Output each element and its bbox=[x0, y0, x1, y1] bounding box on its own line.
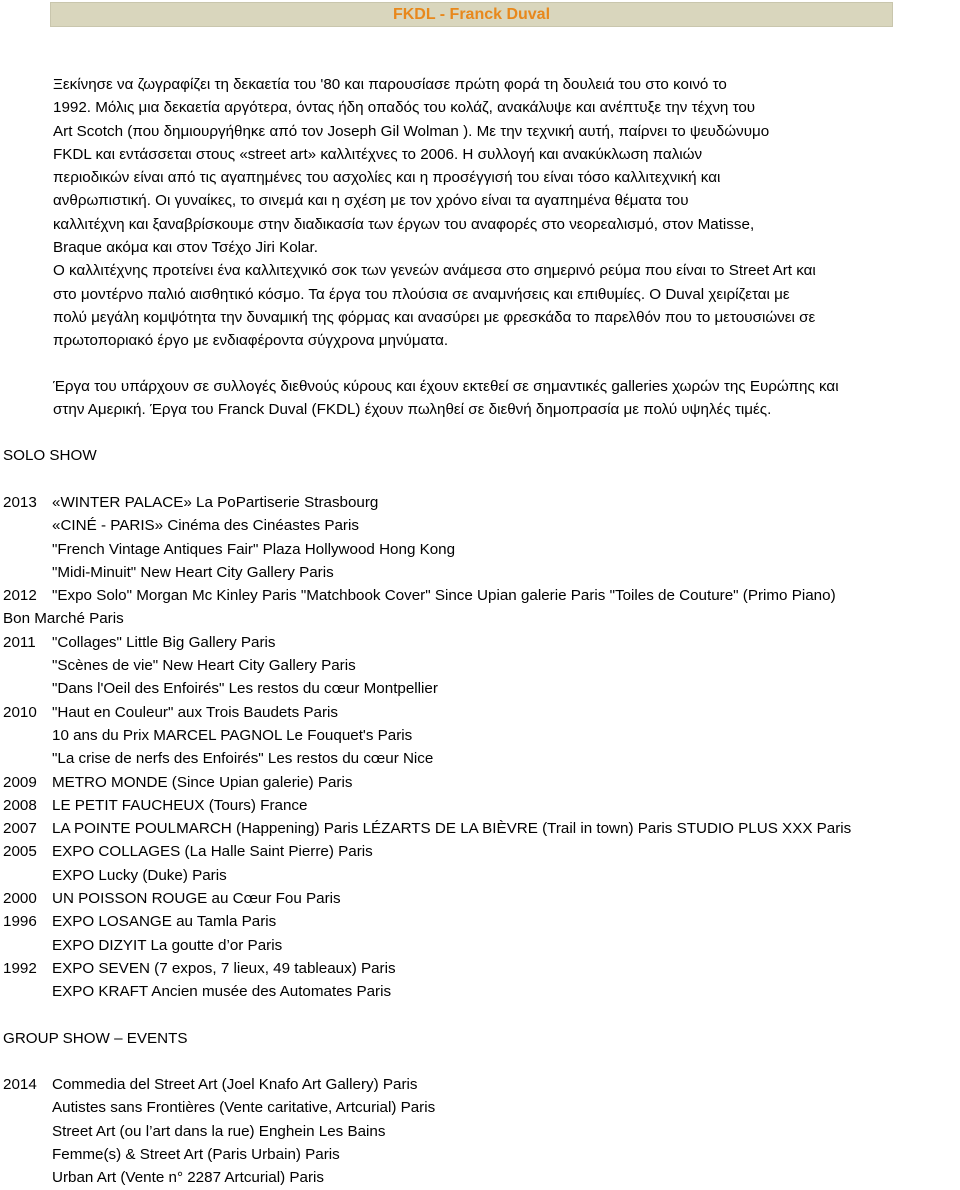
exhibition-text: UN POISSON ROUGE au Cœur Fou Paris bbox=[52, 890, 341, 908]
exhibition-year bbox=[3, 980, 52, 1003]
exhibition-year bbox=[3, 1096, 52, 1119]
bio-line: καλλιτέχνη και ξαναβρίσκουμε στην διαδικασία των έργων του αναφορές στο νεορεαλισμό, στον Matisse, bbox=[53, 215, 755, 233]
exhibition-row bbox=[3, 817, 958, 840]
group-show-heading: GROUP SHOW – EVENTS bbox=[3, 1030, 188, 1047]
bio-line: Art Scotch (που δημιουργήθηκε από τον Joseph Gil Wolman ). Με την τεχνική αυτή, παίρνει το ψευδώνυμο bbox=[53, 122, 770, 140]
bio-line: FKDL και εντάσσεται στους «street art» καλλιτέχνες το 2006. Η συλλογή και ανακύκλωση παλιών bbox=[53, 145, 703, 163]
exhibition-text: «WINTER PALACE» La PoPartiserie Strasbourg bbox=[52, 494, 379, 511]
bio-line: ανθρωπιστική. Οι γυναίκες, το σινεμά και η σχέση με τον χρόνο είναι τα αγαπημένα θέματα του bbox=[53, 192, 689, 210]
exhibition-year: 2007 bbox=[3, 820, 37, 838]
exhibition-row bbox=[3, 1073, 958, 1096]
exhibition-text: "Expo Solo" Morgan Mc Kinley Paris "Matchbook Cover" Since Upian galerie Paris "Toiles de Couture" (Primo Piano) bbox=[52, 587, 836, 605]
exhibition-year: 2010 bbox=[3, 703, 37, 721]
exhibition-text: Autistes sans Frontières (Vente caritative, Artcurial) Paris bbox=[52, 1099, 436, 1117]
bio-line: στην Αμερική. Έργα του Franck Duval (FKDL) έχουν πωληθεί σε διεθνή δημοπρασία με πολύ υψηλές τιμές. bbox=[53, 400, 772, 418]
exhibition-row bbox=[3, 1143, 958, 1166]
exhibition-text: Commedia del Street Art (Joel Knafo Art Gallery) Paris bbox=[52, 1076, 418, 1093]
exhibition-text: EXPO LOSANGE au Tamla Paris bbox=[52, 913, 277, 931]
bio-line: περιοδικών είναι από τις αγαπημένες του ασχολίες και η προσέγγισή του είναι τόσο καλλιτεχνική και bbox=[53, 169, 721, 187]
exhibition-text: LE PETIT FAUCHEUX (Tours) France bbox=[52, 796, 308, 814]
exhibition-year: 2012 bbox=[3, 587, 37, 605]
exhibition-row bbox=[3, 491, 958, 514]
exhibition-year bbox=[3, 1120, 52, 1143]
exhibition-row bbox=[3, 677, 958, 700]
exhibition-text: "Dans l'Oeil des Enfoirés" Les restos du cœur Montpellier bbox=[52, 680, 438, 698]
exhibition-year bbox=[3, 677, 52, 700]
exhibition-row bbox=[3, 910, 958, 933]
exhibition-year: 2013 bbox=[3, 494, 37, 511]
exhibition-text: EXPO KRAFT Ancien musée des Automates Paris bbox=[52, 983, 392, 1001]
exhibition-year: 2008 bbox=[3, 796, 37, 814]
exhibition-text: 10 ans du Prix MARCEL PAGNOL Le Fouquet's Paris bbox=[52, 726, 413, 744]
exhibition-year bbox=[3, 934, 52, 957]
exhibition-year bbox=[3, 1143, 52, 1166]
exhibition-year: 1996 bbox=[3, 913, 37, 931]
exhibition-row bbox=[3, 514, 958, 537]
exhibition-row bbox=[3, 840, 958, 863]
exhibition-row bbox=[3, 538, 958, 561]
exhibition-text: METRO MONDE (Since Upian galerie) Paris bbox=[52, 773, 353, 791]
exhibition-text: EXPO Lucky (Duke) Paris bbox=[52, 866, 227, 884]
exhibition-row bbox=[3, 1120, 958, 1143]
exhibition-year bbox=[3, 561, 52, 584]
solo-show-heading: SOLO SHOW bbox=[3, 447, 97, 464]
exhibition-row bbox=[3, 887, 958, 910]
exhibition-row bbox=[3, 584, 958, 607]
exhibition-text: "Haut en Couleur" aux Trois Baudets Paris bbox=[52, 703, 338, 721]
exhibition-text: EXPO COLLAGES (La Halle Saint Pierre) Paris bbox=[52, 843, 373, 861]
exhibition-row bbox=[3, 957, 958, 980]
exhibition-row bbox=[3, 701, 958, 724]
bio-line: πρωτοποριακό έργο με ενδιαφέροντα σύγχρονα μηνύματα. bbox=[53, 332, 449, 350]
exhibition-year: 2000 bbox=[3, 890, 37, 908]
exhibition-text: Femme(s) & Street Art (Paris Urbain) Paris bbox=[52, 1145, 340, 1163]
bio-line: 1992. Μόλις μια δεκαετία αργότερα, όντας ήδη οπαδός του κολάζ, ανακάλυψε και ανέπτυξε την τέχνη του bbox=[53, 99, 756, 117]
exhibition-year bbox=[3, 1166, 52, 1189]
exhibition-text: "French Vintage Antiques Fair" Plaza Hollywood Hong Kong bbox=[52, 540, 456, 558]
exhibition-year bbox=[3, 514, 52, 537]
exhibition-text: Street Art (ou l’art dans la rue) Enghein Les Bains bbox=[52, 1122, 386, 1140]
exhibition-row bbox=[3, 794, 958, 817]
header-title: FKDL - Franck Duval bbox=[392, 6, 551, 23]
bio-line: πολύ μεγάλη κομψότητα την δυναμική της φόρμας και ανασύρει με φρεσκάδα το παρελθόν που το μετουσιώνει σε bbox=[53, 308, 816, 326]
exhibition-year: 2009 bbox=[3, 773, 37, 791]
bio-line: Έργα του υπάρχουν σε συλλογές διεθνούς κύρους και έχουν εκτεθεί σε σημαντικές galleries χωρών της Ευρώπης και bbox=[53, 377, 839, 395]
bio-paragraph bbox=[53, 73, 958, 353]
bio-closing-paragraph bbox=[53, 375, 958, 422]
exhibition-row bbox=[3, 631, 958, 654]
bio-line: στο μοντέρνο παλιό αισθητικό κόσμο. Τα έργα του πλούσια σε αναμνήσεις και επιθυμίες. Ο Duval χειρίζεται με bbox=[53, 285, 790, 303]
exhibition-text: «CINÉ - PARIS» Cinéma des Cinéastes Paris bbox=[52, 517, 359, 535]
exhibition-year bbox=[3, 654, 52, 677]
exhibition-year: 2014 bbox=[3, 1076, 37, 1093]
exhibition-row bbox=[3, 724, 958, 747]
exhibition-text: Urban Art (Vente n° 2287 Artcurial) Paris bbox=[52, 1169, 324, 1187]
exhibition-text: EXPO SEVEN (7 expos, 7 lieux, 49 tableaux) Paris bbox=[52, 959, 396, 977]
exhibition-row bbox=[3, 654, 958, 677]
page-header bbox=[50, 2, 893, 27]
exhibition-text: "Midi-Minuit" New Heart City Gallery Paris bbox=[52, 563, 334, 581]
exhibition-text: "Scènes de vie" New Heart City Gallery Paris bbox=[52, 657, 356, 675]
exhibition-text: "Collages" Little Big Gallery Paris bbox=[52, 633, 276, 651]
solo-show-list bbox=[3, 491, 958, 1004]
exhibition-row bbox=[3, 771, 958, 794]
exhibition-row bbox=[3, 747, 958, 770]
exhibition-text: LA POINTE POULMARCH (Happening) Paris LÉZARTS DE LA BIÈVRE (Trail in town) Paris STUDIO PLUS XXX Paris bbox=[52, 820, 852, 838]
exhibition-text-continuation: Bon Marché Paris bbox=[3, 610, 124, 628]
exhibition-row bbox=[3, 980, 958, 1003]
exhibition-row bbox=[3, 1166, 958, 1189]
exhibition-row bbox=[3, 1096, 958, 1119]
biography bbox=[53, 73, 958, 421]
exhibition-year: 2011 bbox=[3, 633, 36, 651]
group-show-list bbox=[3, 1073, 958, 1189]
exhibition-text: "La crise de nerfs des Enfoirés" Les restos du cœur Nice bbox=[52, 750, 434, 768]
exhibition-row bbox=[3, 864, 958, 887]
bio-line: Ο καλλιτέχνης προτείνει ένα καλλιτεχνικό σοκ των γενεών ανάμεσα στο σημερινό ρεύμα που είναι το Street Art και bbox=[53, 262, 816, 280]
exhibition-year: 2005 bbox=[3, 843, 37, 861]
exhibition-text: EXPO DIZYIT La goutte d’or Paris bbox=[52, 936, 283, 954]
exhibition-year bbox=[3, 538, 52, 561]
exhibition-row bbox=[3, 561, 958, 584]
exhibition-year bbox=[3, 724, 52, 747]
exhibition-row bbox=[3, 934, 958, 957]
exhibition-year bbox=[3, 864, 52, 887]
exhibition-year bbox=[3, 747, 52, 770]
bio-line: Ξεκίνησε να ζωγραφίζει τη δεκαετία του '80 και παρουσίασε πρώτη φορά τη δουλειά του στο κοινό το bbox=[53, 76, 727, 93]
exhibition-year: 1992 bbox=[3, 959, 37, 977]
bio-line: Braque ακόμα και στον Τσέχο Jiri Kolar. bbox=[53, 239, 318, 257]
